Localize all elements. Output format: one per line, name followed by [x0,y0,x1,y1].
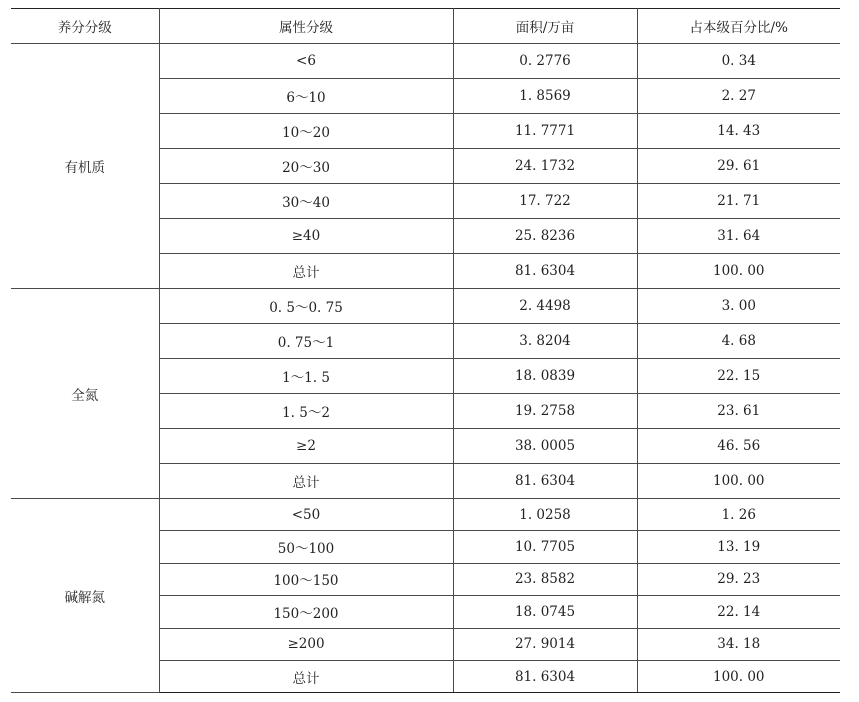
percent-cell: 100. 00 [637,660,840,692]
area-cell: 24. 1732 [453,149,637,184]
header-attribute-grade: 属性分级 [159,9,453,44]
table-row [11,499,840,531]
attribute-cell: <6 [159,44,453,79]
header-nutrient-grade: 养分分级 [11,9,159,44]
area-cell: 3. 8204 [453,324,637,359]
attribute-cell: ≥40 [159,219,453,254]
area-cell: 0. 2776 [453,44,637,79]
area-cell: 81. 6304 [453,660,637,692]
area-cell: 10. 7705 [453,531,637,563]
attribute-cell: 总计 [159,464,453,499]
area-cell: 38. 0005 [453,429,637,464]
attribute-cell: 20～30 [159,149,453,184]
area-cell: 1. 0258 [453,499,637,531]
area-cell: 18. 0839 [453,359,637,394]
percent-cell: 34. 18 [637,628,840,660]
percent-cell: 46. 56 [637,429,840,464]
header-area: 面积/万亩 [453,9,637,44]
attribute-cell: 100～150 [159,563,453,595]
area-cell: 27. 9014 [453,628,637,660]
group-name-organic-matter: 有机质 [11,44,159,289]
percent-cell: 0. 34 [637,44,840,79]
percent-cell: 29. 23 [637,563,840,595]
percent-cell: 22. 14 [637,596,840,628]
attribute-cell: 6～10 [159,79,453,114]
percent-cell: 100. 00 [637,254,840,289]
group-name-total-nitrogen: 全氮 [11,289,159,499]
attribute-cell: 30～40 [159,184,453,219]
area-cell: 17. 722 [453,184,637,219]
group-name-alkali-nitrogen: 碱解氮 [11,499,159,693]
attribute-cell: 10～20 [159,114,453,149]
attribute-cell: 0. 75～1 [159,324,453,359]
attribute-cell: 总计 [159,660,453,692]
percent-cell: 23. 61 [637,394,840,429]
percent-cell: 100. 00 [637,464,840,499]
area-cell: 2. 4498 [453,289,637,324]
attribute-cell: ≥200 [159,628,453,660]
attribute-cell: <50 [159,499,453,531]
percent-cell: 14. 43 [637,114,840,149]
attribute-cell: ≥2 [159,429,453,464]
percent-cell: 1. 26 [637,499,840,531]
percent-cell: 4. 68 [637,324,840,359]
percent-cell: 3. 00 [637,289,840,324]
area-cell: 1. 8569 [453,79,637,114]
attribute-cell: 150～200 [159,596,453,628]
table-header-row [11,9,840,44]
attribute-cell: 0. 5～0. 75 [159,289,453,324]
percent-cell: 22. 15 [637,359,840,394]
table-row [11,289,840,324]
header-percentage: 占本级百分比/% [637,9,840,44]
percent-cell: 21. 71 [637,184,840,219]
nutrient-grade-table [11,8,840,693]
attribute-cell: 1～1. 5 [159,359,453,394]
area-cell: 81. 6304 [453,254,637,289]
area-cell: 25. 8236 [453,219,637,254]
attribute-cell: 1. 5～2 [159,394,453,429]
area-cell: 19. 2758 [453,394,637,429]
area-cell: 11. 7771 [453,114,637,149]
percent-cell: 13. 19 [637,531,840,563]
percent-cell: 29. 61 [637,149,840,184]
attribute-cell: 总计 [159,254,453,289]
area-cell: 18. 0745 [453,596,637,628]
attribute-cell: 50～100 [159,531,453,563]
percent-cell: 2. 27 [637,79,840,114]
table-row [11,44,840,79]
area-cell: 23. 8582 [453,563,637,595]
percent-cell: 31. 64 [637,219,840,254]
area-cell: 81. 6304 [453,464,637,499]
